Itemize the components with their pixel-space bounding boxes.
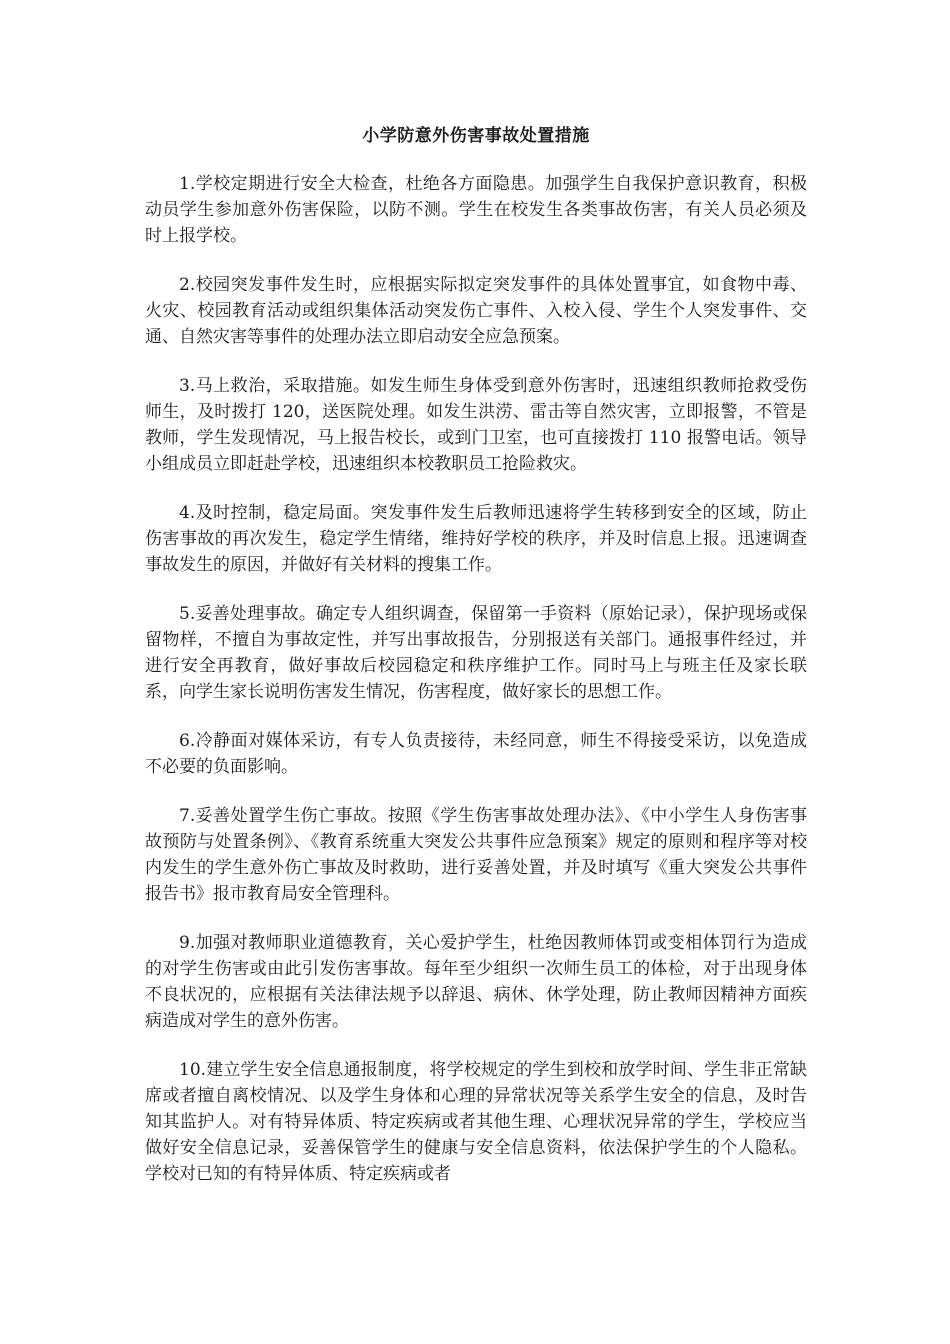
document-page [145,123,807,1210]
paragraph-3: 3.马上救治，采取措施。如发生师生身体受到意外伤害时，迅速组织教师抢救受伤师生，及时拨打 120，送医院处理。如发生洪涝、雷击等自然灾害，立即报警，不管是教师，学生发现情况，马上报告校长，或到门卫室，也可直接拨打 110 报警电话。领导小组成员立即赶赴学校，迅速组织本校教职员工抢险救灾。 [145,376,807,474]
paragraph-9: 9.加强对教师职业道德教育，关心爱护学生，杜绝因教师体罚或变相体罚行为造成的对学生伤害或由此引发伤害事故。每年至少组织一次师生员工的体检，对于出现身体不良状况的，应根据有关法律法规予以辞退、病休、休学处理，防止教师因精神方面疾病造成对学生的意外伤害。 [145,933,807,1031]
paragraph-7: 7.妥善处置学生伤亡事故。按照《学生伤害事故处理办法》、《中小学生人身伤害事故预防与处置条例》、《教育系统重大突发公共事件应急预案》规定的原则和程序等对校内发生的学生意外伤亡事故及时救助，进行妥善处置，并及时填写《重大突发公共事件报告书》报市教育局安全管理科。 [145,806,807,904]
paragraph-1: 1.学校定期进行安全大检查，杜绝各方面隐患。加强学生自我保护意识教育，积极动员学生参加意外伤害保险，以防不测。学生在校发生各类事故伤害，有关人员必须及时上报学校。 [145,174,807,246]
document-title: 小学防意外伤害事故处置措施 [362,126,590,146]
paragraph-10: 10.建立学生安全信息通报制度，将学校规定的学生到校和放学时间、学生非正常缺席或者擅自离校情况、以及学生身体和心理的异常状况等关系学生安全的信息，及时告知其监护人。对有特异体质、特定疾病或者其他生理、心理状况异常的学生，学校应当做好安全信息记录，妥善保管学生的健康与安全信息资料，依法保护学生的个人隐私。学校对已知的有特异体质、特定疾病或者 [145,1060,807,1184]
paragraph-5: 5.妥善处理事故。确定专人组织调查，保留第一手资料（原始记录），保护现场或保留物样，不擅自为事故定性，并写出事故报告，分别报送有关部门。通报事件经过，并进行安全再教育，做好事故后校园稳定和秩序维护工作。同时马上与班主任及家长联系，向学生家长说明伤害发生情况，伤害程度，做好家长的思想工作。 [145,604,807,702]
paragraph-2: 2.校园突发事件发生时，应根据实际拟定突发事件的具体处置事宜，如食物中毒、火灾、校园教育活动或组织集体活动突发伤亡事件、入校入侵、学生个人突发事件、交通、自然灾害等事件的处理办法立即启动安全应急预案。 [145,275,807,347]
paragraph-6: 6.冷静面对媒体采访，有专人负责接待，未经同意，师生不得接受采访，以免造成不必要的负面影响。 [145,731,807,777]
paragraph-4: 4.及时控制，稳定局面。突发事件发生后教师迅速将学生转移到安全的区域，防止伤害事故的再次发生，稳定学生情绪，维持好学校的秩序，并及时信息上报。迅速调查事故发生的原因，并做好有关材料的搜集工作。 [145,503,807,575]
